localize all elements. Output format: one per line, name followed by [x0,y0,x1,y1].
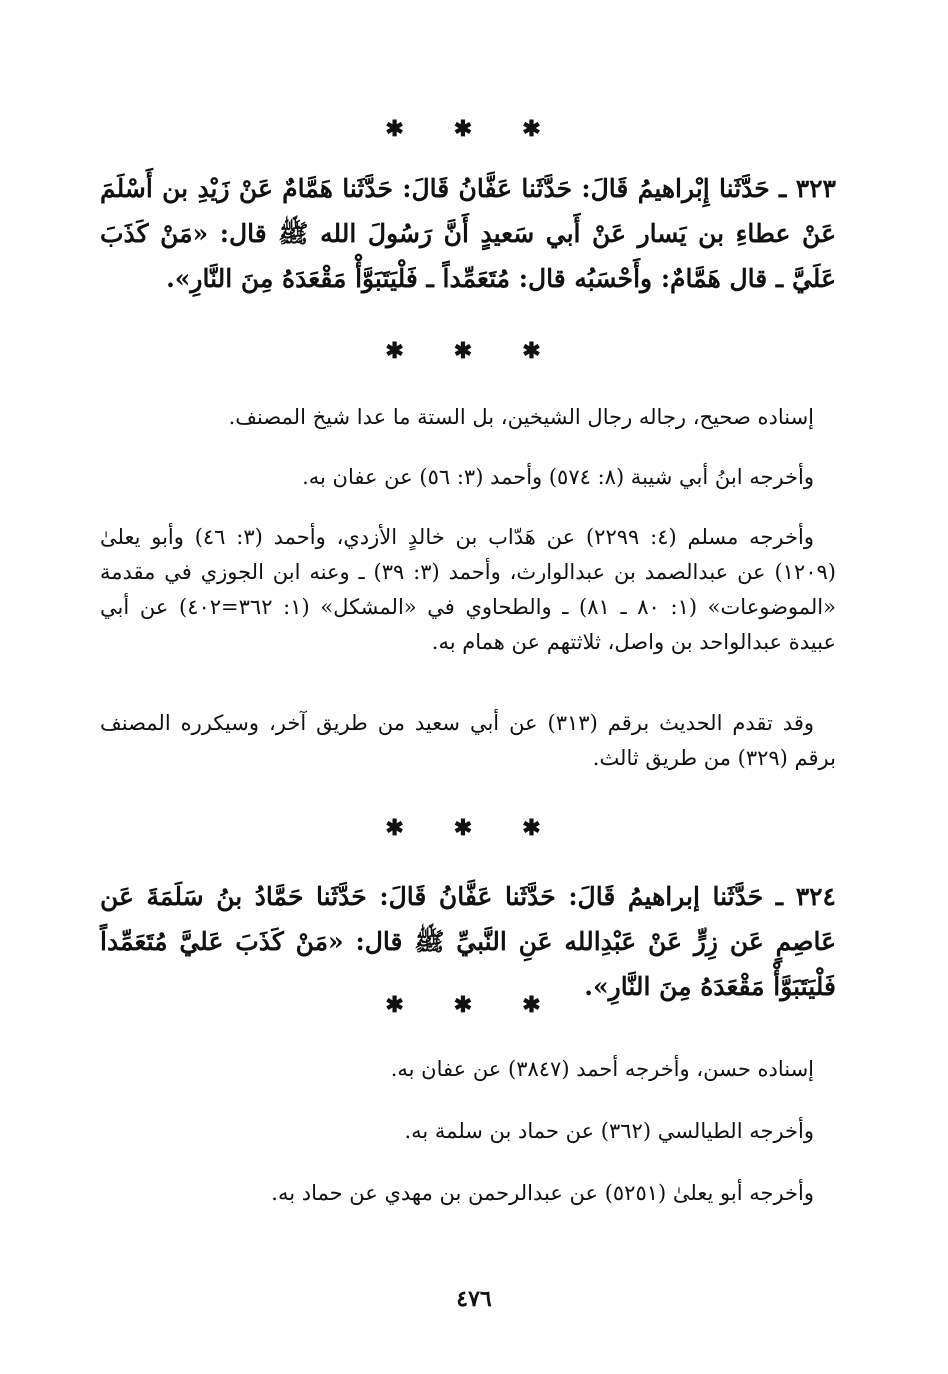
note-324-tayalisi: وأخرجه الطيالسي (٣٦٢) عن حماد بن سلمة به. [404,1119,814,1143]
star-glyph: ✱ [385,815,426,841]
section-separator [0,338,948,364]
section-separator [0,992,948,1018]
note-323-isnad: إسناده صحيح، رجاله رجال الشيخين، بل الستة ما عدا شيخ المصنف. [228,405,814,429]
star-glyph: ✱ [385,992,426,1018]
star-glyph: ✱ [522,815,563,841]
note-323-muslim: وأخرجه مسلم (٤: ٢٢٩٩) عن هَدّاب بن خالدٍ الأزدي، وأحمد (٣: ٤٦) وأبو يعلىٰ (١٢٠٩) عن عبدالصمد بن عبدالوارث، وأحمد (٣: ٣٩) ـ وعنه ابن الجوزي في مقدمة «الموضوعات» (١: ٨٠ ـ ٨١) ـ والطحاوي في «المشكل» (١: ٣٦٢=٤٠٢) عن أبي عبيدة عبدالواحد بن واصل، ثلاثتهم عن همام به. [100,525,836,654]
note-323-ibn-abi-shayba: وأخرجه ابنُ أبي شيبة (٨: ٥٧٤) وأحمد (٣: ٥٦) عن عفان به. [302,465,814,489]
note-324-isnad: إسناده حسن، وأخرجه أحمد (٣٨٤٧) عن عفان به. [390,1057,814,1081]
star-glyph: ✱ [385,116,426,142]
page-number: ٤٧٦ [456,1286,492,1312]
section-separator [0,116,948,142]
star-glyph: ✱ [522,338,563,364]
star-glyph: ✱ [522,992,563,1018]
star-glyph: ✱ [453,116,495,142]
note-323-cross-reference: وقد تقدم الحديث برقم (٣١٣) عن أبي سعيد من طريق آخر، وسيكرره المصنف برقم (٣٢٩) من طريق ثالث. [100,711,836,770]
section-separator [0,815,948,841]
star-glyph: ✱ [522,116,563,142]
star-glyph: ✱ [453,815,495,841]
hadith-324-text: ٣٢٤ ـ حَدَّثَنا إبراهيمُ قَالَ: حَدَّثَنا عَفَّانُ قَالَ: حَدَّثَنا حَمَّادُ بنُ سَلَمَةَ عَن عَاصِمٍ عَن زِرٍّ عَنْ عَبْدِالله عَنِ النَّبيِّ ﷺ قال: «مَنْ كَذَبَ عَليَّ مُتَعَمِّداً فَلْيَتَبَوَّأْ مَقْعَدَهُ مِنَ النَّارِ». [100,882,836,1001]
star-glyph: ✱ [453,338,495,364]
star-glyph: ✱ [385,338,426,364]
hadith-323-text: ٣٢٣ ـ حَدَّثَنا إِبْراهيمُ قَالَ: حَدَّثَنا عَفَّانُ قَالَ: حَدَّثَنا هَمَّامٌ عَنْ زَيْدِ بن أَسْلَمَ عَنْ عطاءِ بن يَسار عَنْ أَبي سَعيدٍ أَنَّ رَسُولَ الله ﷺ قال: «مَنْ كَذَبَ عَلَيَّ ـ قال هَمَّامٌ: وأَحْسَبُه قال: مُتَعَمِّداً ـ فَلْيَتَبَوَّأْ مَقْعَدَهُ مِنَ النَّارِ». [100,174,836,293]
note-324-abu-yala: وأخرجه أبو يعلىٰ (٥٢٥١) عن عبدالرحمن بن مهدي عن حماد به. [271,1181,814,1205]
star-glyph: ✱ [453,992,495,1018]
